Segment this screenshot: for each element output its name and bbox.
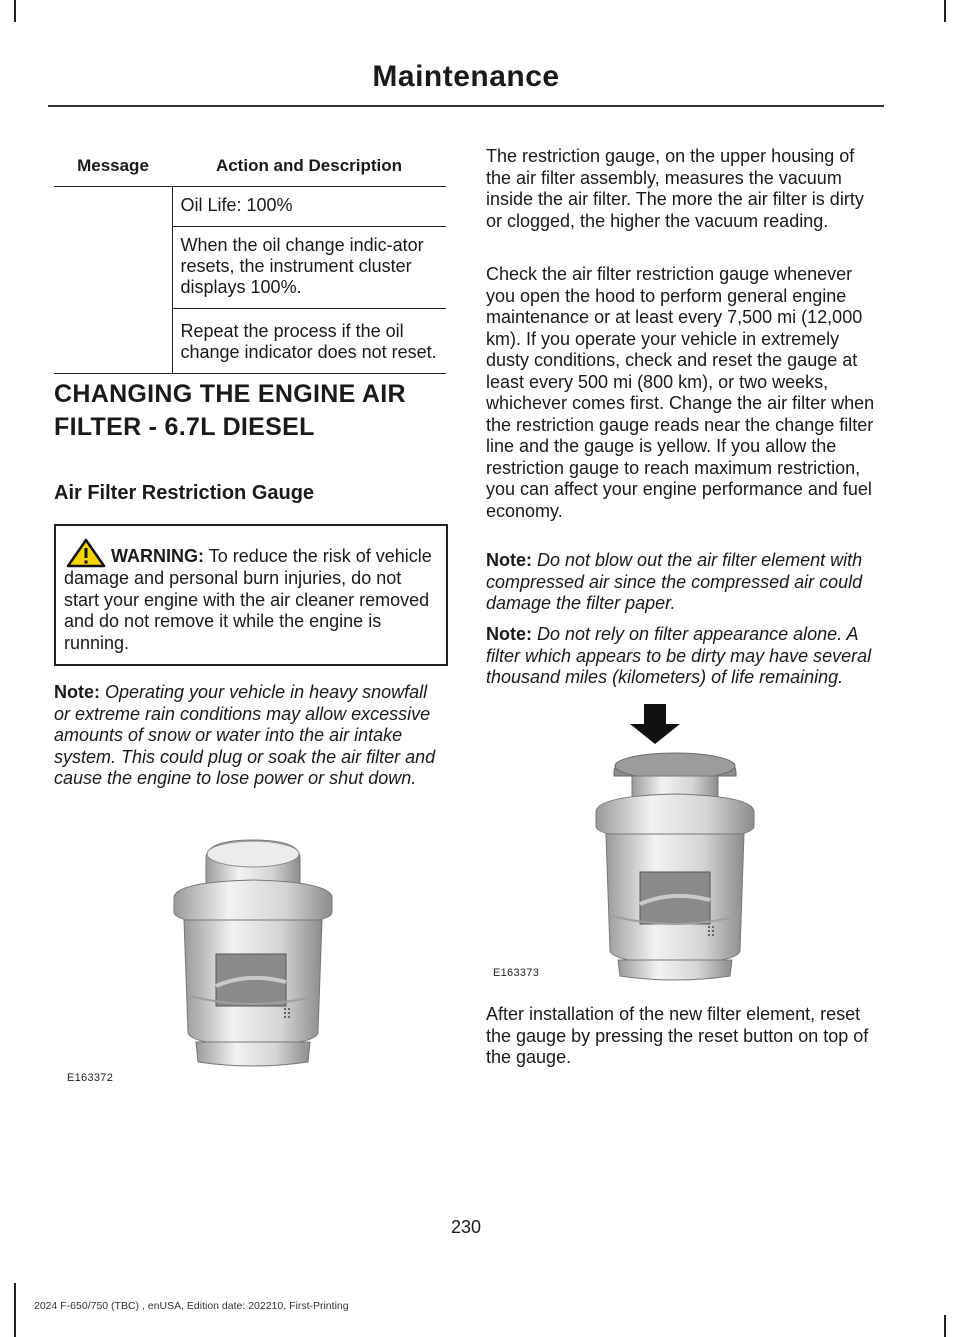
warning-label: WARNING:: [111, 546, 205, 566]
air-filter-reset-illustration: [588, 704, 762, 984]
note-text: Operating your vehicle in heavy snowfall or extreme rain conditions may allow excessive amounts of snow or water into the air intake system. This could plug or soak the air filter and cause the engine to lose power or shut down.: [54, 682, 436, 788]
crop-mark-bottom-left: [14, 1283, 16, 1337]
table-row: [54, 187, 446, 227]
paragraph-reset-gauge: After installation of the new filter element, reset the gauge by pressing the reset button on top of the gauge.: [486, 1004, 869, 1067]
paragraph-check-gauge: Check the air filter restriction gauge whenever you open the hood to perform general engine maintenance or at least every 7,500 mi (12,000 km). If you operate your vehicle in extremely dusty conditions, check and reset the gauge at least every 500 mi (800 km), or two weeks, whichever comes first. Change the air filter when the restriction gauge reads near the change filter line and the gauge is yellow. If you allow the restriction gauge to reach maximum restriction, you can affect your engine performance and fuel economy.: [486, 264, 875, 521]
warning-box: [54, 524, 448, 666]
note-text: Do not rely on filter appearance alone. A filter which appears to be dirty may have several thousand miles (kilometers) of life remaining.: [486, 624, 872, 687]
column-header-message: Message: [54, 146, 172, 187]
section-heading: CHANGING THE ENGINE AIR FILTER - 6.7L DIESEL: [54, 380, 406, 441]
note-label: Note:: [54, 682, 100, 702]
note-snow-rain: [54, 682, 446, 790]
subsection-heading: Air Filter Restriction Gauge: [54, 482, 315, 504]
note-label: Note:: [486, 550, 532, 570]
table-cell-action: Repeat the process if the oil change indicator does not reset.: [172, 309, 446, 374]
crop-mark-top-right: [944, 0, 946, 22]
down-arrow-icon: [630, 704, 680, 744]
paragraph-restriction-gauge: The restriction gauge, on the upper housing of the air filter assembly, measures the vacuum inside the air filter. The more the air filter is dirty or clogged, the higher the vacuum reading.: [486, 146, 864, 231]
warning-text: To reduce the risk of vehicle damage and personal burn injuries, do not start your engine with the air cleaner removed and do not remove it while the engine is running.: [64, 546, 432, 653]
image-code-right: E163373: [493, 967, 540, 979]
note-compressed-air: [486, 550, 880, 615]
note-filter-appearance: [486, 624, 880, 689]
table-cell-action: When the oil change indic-ator resets, the instrument cluster displays 100%.: [172, 227, 446, 309]
message-table: [54, 146, 446, 374]
left-column: [54, 146, 446, 788]
title-divider: [48, 105, 884, 107]
warning-triangle-icon: [66, 538, 106, 568]
page-title: Maintenance: [372, 60, 560, 93]
table-cell-action: Oil Life: 100%: [172, 187, 446, 227]
image-code-left: E163372: [67, 1072, 114, 1084]
table-cell-message: [54, 187, 172, 374]
column-header-action: Action and Description: [172, 146, 446, 187]
note-label: Note:: [486, 624, 532, 644]
crop-mark-top-left: [14, 0, 16, 22]
crop-mark-bottom-right: [944, 1315, 946, 1337]
edition-footer: 2024 F-650/750 (TBC) , enUSA, Edition date: 202210, First-Printing: [34, 1300, 349, 1312]
note-text: Do not blow out the air filter element with compressed air since the compressed air could damage the filter paper.: [486, 550, 863, 613]
page-number: 230: [450, 1217, 482, 1237]
air-filter-illustration: [168, 836, 338, 1072]
